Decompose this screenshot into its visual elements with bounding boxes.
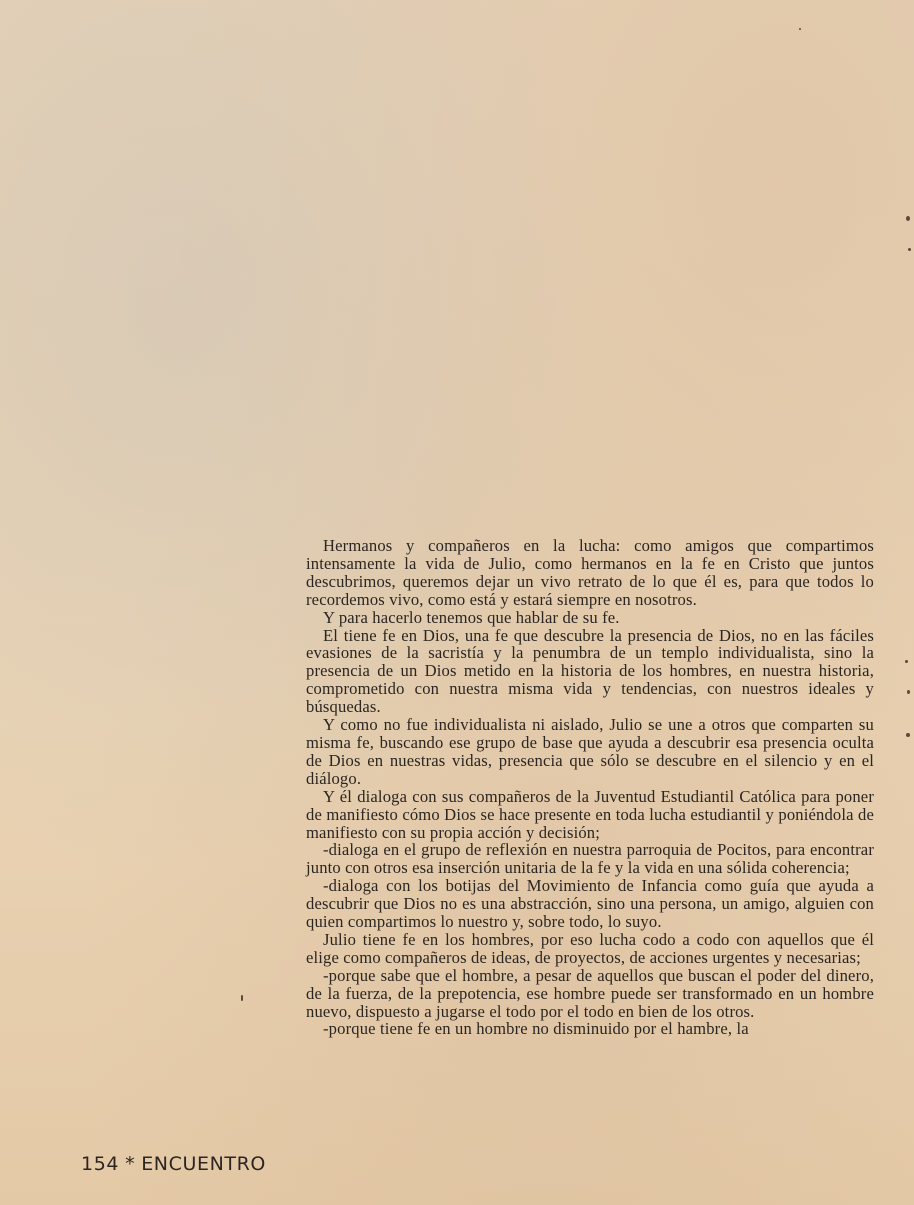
paper-speck [799, 28, 801, 30]
paper-speck [906, 733, 910, 737]
paper-speck [905, 660, 908, 663]
footer-separator: * [125, 1153, 136, 1175]
paragraph-5: Y él dialoga con sus compañeros de la Juventud Estudiantil Católica para poner de manifiesto cómo Dios se hace presente en toda lucha estudiantil y poniéndola de manifiesto con su propia acción y decisión; [306, 786, 874, 842]
body-text [306, 537, 874, 1038]
publication-title: ENCUENTRO [141, 1153, 266, 1175]
page-footer [81, 1153, 266, 1175]
paragraph-9: -porque sabe que el hombre, a pesar de aquellos que buscan el poder del dinero, de la fuerza, de la prepotencia, ese hombre puede ser transformado en un hombre nuevo, dispuesto a jugarse el todo por el todo en bien de los otros. [306, 965, 874, 1021]
paragraph-8: Julio tiene fe en los hombres, por eso lucha codo a codo con aquellos que él elige como compañeros de ideas, de proyectos, de acciones urgentes y necesarias; [306, 929, 874, 967]
paragraph-7: -dialoga con los botijas del Movimiento de Infancia como guía que ayuda a descubrir que Dios no es una abstracción, sino una persona, un amigo, alguien con quien compartimos lo nuestro y, sobre todo, lo suyo. [306, 876, 874, 932]
paragraph-10: -porque tiene fe en un hombre no disminuido por el hambre, la [323, 1019, 749, 1039]
paragraph-3: El tiene fe en Dios, una fe que descubre la presencia de Dios, no en las fáciles evasiones de la sacristía y la penumbra de un templo individualista, sino la presencia de un Dios metido en la historia de los hombres, en nuestra historia, comprometido con nuestra misma vida y tendencias, con nuestros ideales y búsquedas. [306, 625, 874, 717]
paragraph-2: Y para hacerlo tenemos que hablar de su fe. [323, 607, 620, 627]
page-number: 154 [81, 1153, 120, 1175]
paper-speck [906, 216, 910, 221]
paragraph-1: Hermanos y compañeros en la lucha: como amigos que compartimos intensamente la vida de Julio, como hermanos en la fe en Cristo que juntos descubrimos, queremos dejar un vivo retrato de lo que él es, para que todos lo recordemos vivo, como está y estará siempre en nosotros. [306, 536, 874, 609]
paragraph-6: -dialoga en el grupo de reflexión en nuestra parroquia de Pocitos, para encontrar junto con otros esa inserción unitaria de la fe y la vida en una sólida coherencia; [306, 840, 874, 878]
paragraph-4: Y como no fue individualista ni aislado, Julio se une a otros que comparten su misma fe, buscando ese grupo de base que ayuda a descubrir esa presencia oculta de Dios en nuestras vidas, presencia que sólo se descubre en el silencio y en el diálogo. [306, 715, 874, 788]
paper-speck [907, 690, 910, 694]
paper-speck [241, 995, 243, 1001]
paper-speck [908, 248, 911, 251]
